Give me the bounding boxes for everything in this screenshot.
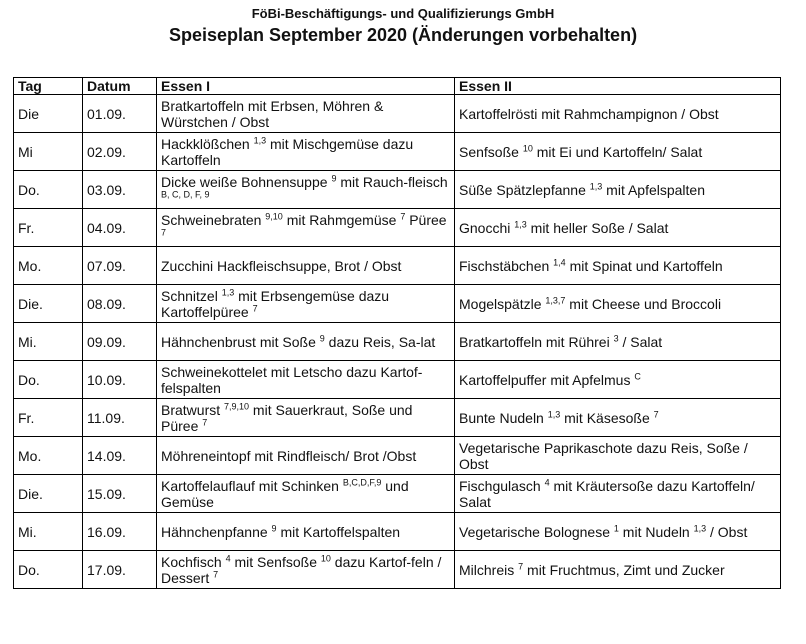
meal-text: Milchreis [459,561,519,578]
table-row [14,475,781,513]
meal-2-cell [455,399,781,437]
meal-text: mit Ei und Kartoffeln/ Salat [532,143,703,160]
day-cell: Do. [14,171,83,209]
allergen-code: 7 [653,408,659,419]
meal-text: mit Senfsoße [230,553,321,570]
table-body [14,95,781,589]
meal-text: Bratkartoffeln mit Erbsen, Möhren & Würstchen / Obst [161,97,384,130]
day-cell: Die [14,95,83,133]
meal-text: mit Erbsengemüse dazu Kartoffelpüree [161,287,390,320]
meal-1-cell [157,513,455,551]
meal-text: Kartoffelpuffer mit Apfelmus [459,371,635,388]
allergen-code: 7,9,10 [224,400,250,411]
column-header-essen-1: Essen I [157,78,455,95]
meal-text: mit Käsesoße [560,409,654,426]
allergen-code: 3 [613,332,619,343]
date-cell: 07.09. [83,247,157,285]
meal-2-cell [455,133,781,171]
meal-1-cell [157,399,455,437]
meal-2-cell [455,475,781,513]
meal-text: dazu Reis, Sa-lat [324,333,436,350]
company-name: FöBi-Beschäftigungs- und Qualifizierungs GmbH [251,6,555,21]
allergen-code: 1,3 [221,286,235,297]
column-header-essen-2: Essen II [455,78,781,95]
page-title: Speiseplan September 2020 (Änderungen vorbehalten) [168,25,638,45]
allergen-code: 1,3 [547,408,561,419]
meal-text: Dicke weiße Bohnensuppe [161,173,332,190]
table-row [14,133,781,171]
meal-text: Gnocchi [459,219,515,236]
meal-text: Bratkartoffeln mit Rührei [459,333,614,350]
allergen-code: 7 [400,210,406,221]
meal-text: dazu Kartof-feln / Dessert [161,553,442,586]
allergen-code: 9 [271,522,277,533]
meal-text: Schweinekottelet mit Letscho dazu Kartof-felspalten [161,363,423,396]
meal-1-cell [157,95,455,133]
column-header-tag: Tag [14,78,83,95]
table-row [14,285,781,323]
allergen-code: 1,3 [253,134,267,145]
allergen-code: 9 [331,172,337,183]
meal-text: Kartoffelrösti mit Rahmchampignon / Obst [459,105,719,122]
meal-1-cell [157,247,455,285]
meal-2-cell [455,285,781,323]
day-cell: Mo. [14,437,83,475]
day-cell: Do. [14,551,83,589]
day-cell: Do. [14,361,83,399]
meal-2-cell [455,513,781,551]
meal-text: mit Kartoffelspalten [276,523,401,540]
allergen-code: 10 [522,142,533,153]
day-cell: Fr. [14,209,83,247]
meal-text: und Gemüse [161,477,409,510]
table-row [14,95,781,133]
day-cell: Die. [14,285,83,323]
meal-text: Süße Spätzlepfanne [459,181,590,198]
allergen-code: 7 [518,560,524,571]
date-cell: 15.09. [83,475,157,513]
date-cell: 01.09. [83,95,157,133]
meal-2-cell [455,209,781,247]
meal-text: / Obst [706,523,748,540]
table-row [14,437,781,475]
table-row [14,361,781,399]
date-cell: 14.09. [83,437,157,475]
meal-text: mit heller Soße / Salat [526,219,669,236]
meal-1-cell [157,361,455,399]
meal-text: Kartoffelauflauf mit Schinken [161,477,343,494]
allergen-code: 9 [319,332,325,343]
meal-text: Hähnchenbrust mit Soße [161,333,320,350]
table-row [14,551,781,589]
meal-text: Vegetarische Bolognese [459,523,614,540]
meal-1-cell [157,551,455,589]
meal-text: Hackklößchen [161,135,254,152]
table-row [14,171,781,209]
table-row [14,247,781,285]
meal-text: Senfsoße [459,143,523,160]
meal-text: Kochfisch [161,553,226,570]
meal-1-cell [157,171,455,209]
meal-text: mit Fruchtmus, Zimt und Zucker [523,561,725,578]
meal-2-cell [455,551,781,589]
day-cell: Mo. [14,247,83,285]
allergen-code: 1,3 [589,180,603,191]
meal-text: Fischgulasch [459,477,545,494]
meal-text: Mogelspätzle [459,295,546,312]
allergen-code: 7 [213,568,219,579]
meal-2-cell [455,437,781,475]
column-header-datum: Datum [83,78,157,95]
allergen-code: 1,3 [693,522,707,533]
meal-2-cell [455,95,781,133]
meal-text: mit Rahmgemüse [282,211,401,228]
allergen-code: 9,10 [265,210,283,221]
meal-text: mit Nudeln [618,523,694,540]
date-cell: 16.09. [83,513,157,551]
meal-text: Schweinebraten [161,211,266,228]
allergen-code: 1,3,7 [545,294,566,305]
date-cell: 02.09. [83,133,157,171]
day-cell: Fr. [14,399,83,437]
allergen-code: 4 [544,476,550,487]
menu-table [13,77,781,589]
table-header [14,78,781,95]
meal-1-cell [157,285,455,323]
meal-text: Möhreneintopf mit Rindfleisch/ Brot /Obst [161,447,417,464]
allergen-code: 4 [225,552,231,563]
allergen-code: 1 [613,522,619,533]
meal-1-cell [157,209,455,247]
meal-text: Püree [405,211,447,228]
date-cell: 11.09. [83,399,157,437]
day-cell: Mi. [14,323,83,361]
meal-text: Bratwurst [161,401,225,418]
meal-text: Schnitzel [161,287,222,304]
allergen-code: 10 [320,552,331,563]
allergen-code: 1,4 [553,256,566,267]
meal-text: Zucchini Hackfleischsuppe, Brot / Obst [161,257,402,274]
meal-text: mit Spinat und Kartoffeln [565,257,723,274]
allergen-code: 7 [252,302,258,313]
meal-1-cell [157,437,455,475]
meal-2-cell [455,247,781,285]
meal-2-cell [455,361,781,399]
meal-text: Hähnchenpfanne [161,523,272,540]
date-cell: 03.09. [83,171,157,209]
day-cell: Mi. [14,513,83,551]
meal-2-cell [455,323,781,361]
allergen-code: 7 [202,416,208,427]
meal-text: mit Sauerkraut, Soße und Püree [161,401,413,434]
meal-1-cell [157,475,455,513]
table-row [14,399,781,437]
table-row [14,323,781,361]
page-header [0,6,806,46]
meal-1-cell [157,133,455,171]
allergen-code: B, C, D, F, 9 [161,188,210,199]
allergen-code: B,C,D,F,9 [342,476,382,487]
day-cell: Mi [14,133,83,171]
table-row [14,513,781,551]
meal-text: Fischstäbchen [459,257,554,274]
meal-text: mit Apfelspalten [602,181,706,198]
date-cell: 09.09. [83,323,157,361]
meal-text: mit Mischgemüse dazu Kartoffeln [161,135,414,168]
meal-text: mit Rauch-fleisch [336,173,448,190]
allergen-code: 7 [161,226,167,237]
header-row [14,78,781,95]
date-cell: 10.09. [83,361,157,399]
table-row [14,209,781,247]
meal-text: mit Cheese und Broccoli [565,295,722,312]
meal-1-cell [157,323,455,361]
meal-text: Bunte Nudeln [459,409,548,426]
meal-text: mit Kräutersoße dazu Kartoffeln/ Salat [459,477,755,510]
allergen-code: 1,3 [514,218,527,229]
date-cell: 08.09. [83,285,157,323]
meal-text: / Salat [618,333,663,350]
date-cell: 17.09. [83,551,157,589]
meal-text: Vegetarische Paprikaschote dazu Reis, Soße / Obst [459,439,748,472]
day-cell: Die. [14,475,83,513]
meal-2-cell [455,171,781,209]
allergen-code: C [634,370,641,381]
date-cell: 04.09. [83,209,157,247]
